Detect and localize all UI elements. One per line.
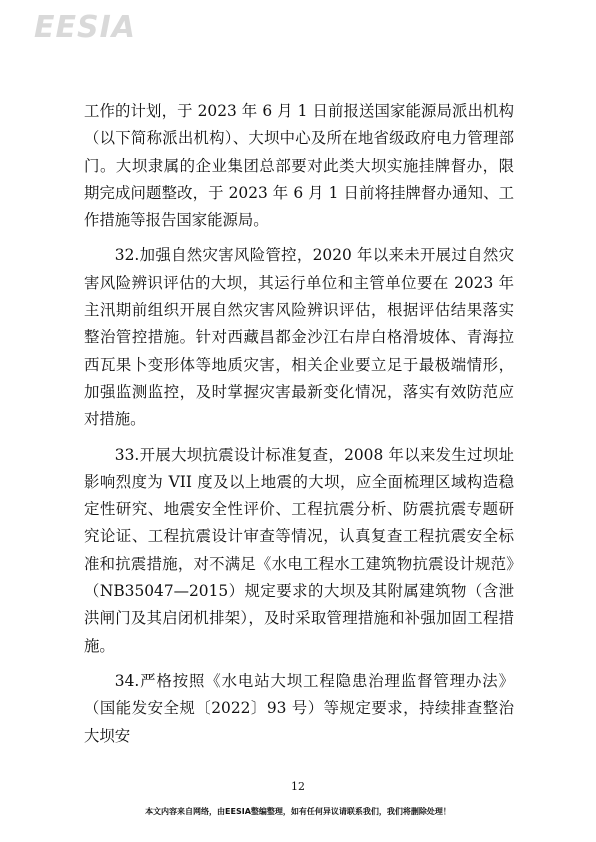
- eesia-logo: EESIA: [34, 10, 136, 45]
- paragraph-item-33: 33.开展大坝抗震设计标准复查，2008 年以来发生过坝址影响烈度为 VII 度及以上地震的大坝，应全面梳理区域构造稳定性研究、地震安全性评价、工程抗震分析、防震抗震专题研究论证、工程抗震设计审查等情况，认真复查工程抗震安全标准和抗震措施，对不满足《水电工程水工建筑物抗震设计规范》（NB35047—2015）规定要求的大坝及其附属建筑物（含泄洪闸门及其启闭机排架），及时采取管理措施和补强加固工程措施。: [84, 445, 514, 655]
- document-body: [84, 98, 514, 750]
- paragraph-continuation: 工作的计划，于 2023 年 6 月 1 日前报送国家能源局派出机构（以下简称派出机构）、大坝中心及所在地省级政府电力管理部门。大坝隶属的企业集团总部要对此类大坝实施挂牌督办，限期完成问题整改，于 2023 年 6 月 1 日前将挂牌督办通知、工作措施等报告国家能源局。: [84, 102, 514, 230]
- paragraph-item-34: 34.严格按照《水电站大坝工程隐患治理监督管理办法》（国能发安全规〔2022〕93 号）等规定要求，持续排查整治大坝安: [84, 671, 514, 745]
- page-number: 12: [291, 780, 305, 793]
- paragraph-item-32: 32.加强自然灾害风险管控，2020 年以来未开展过自然灾害风险辨识评估的大坝，其运行单位和主管单位要在 2023 年主汛期前组织开展自然灾害风险辨识评估，根据评估结果落实整治管控措施。针对西藏昌都金沙江右岸白格滑坡体、青海拉西瓦果卜变形体等地质灾害，相关企业要立足于最极端情形，加强监测监控，及时掌握灾害最新变化情况，落实有效防范应对措施。: [84, 246, 514, 429]
- footer-disclaimer: 本文内容来自网络，由EESIA整编整理，如有任何异议请联系我们，我们将删除处理！: [145, 807, 451, 816]
